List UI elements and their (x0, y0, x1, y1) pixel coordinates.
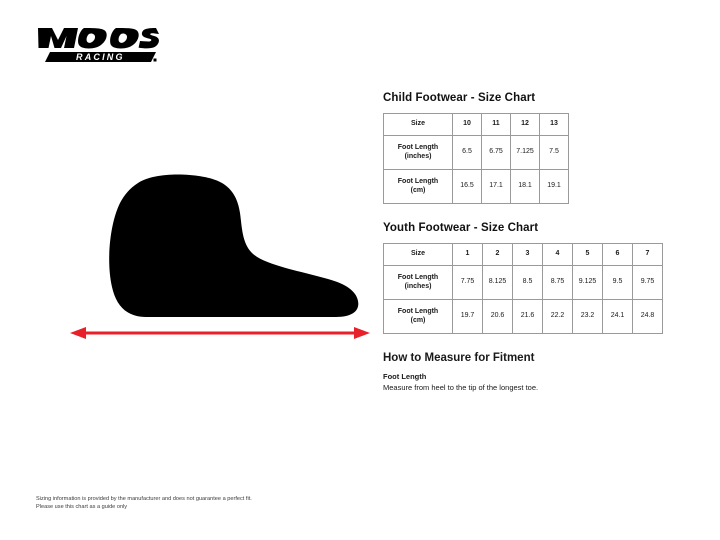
cell-value: 13 (540, 114, 569, 136)
cell-value: 8.75 (543, 266, 573, 300)
cell-value: 17.1 (482, 170, 511, 204)
cell-value: 10 (453, 114, 482, 136)
row-label (384, 300, 453, 334)
how-to-measure-section (383, 352, 683, 392)
youth-size-table (383, 243, 663, 334)
row-label (384, 170, 453, 204)
row-label-line2: (inches) (404, 282, 432, 290)
howto-text: Measure from heel to the tip of the longest toe. (383, 383, 539, 392)
cell-value: 16.5 (453, 170, 482, 204)
cell-value: 3 (513, 244, 543, 266)
foot-illustration (60, 165, 380, 365)
cell-value: 7.125 (511, 136, 540, 170)
cell-value: 8.125 (483, 266, 513, 300)
cell-value: 5 (573, 244, 603, 266)
disclaimer-line-1: Sizing information is provided by the manufacturer and does not guarantee a perfect fit. (36, 495, 252, 502)
row-label-line2: (cm) (410, 186, 426, 194)
cell-value: 11 (482, 114, 511, 136)
svg-text:RACING: RACING (76, 52, 125, 62)
cell-value: 9.125 (573, 266, 603, 300)
cell-value: 12 (511, 114, 540, 136)
cell-value: 7.5 (540, 136, 569, 170)
cell-value: 6.75 (482, 136, 511, 170)
charts-column (383, 92, 683, 410)
cell-value: 6.5 (453, 136, 482, 170)
row-label: Size (384, 114, 453, 136)
cell-value: 24.8 (633, 300, 663, 334)
cell-value: 19.7 (453, 300, 483, 334)
disclaimer-line-2: Please use this chart as a guide only (36, 504, 128, 511)
cell-value: 8.5 (513, 266, 543, 300)
disclaimer-footer (36, 495, 252, 512)
cell-value: 19.1 (540, 170, 569, 204)
howto-subtitle: Foot Length (383, 372, 427, 381)
child-footwear-section (383, 92, 683, 204)
cell-value: 22.2 (543, 300, 573, 334)
child-size-table (383, 113, 569, 204)
cell-value: 2 (483, 244, 513, 266)
table-row (384, 266, 663, 300)
row-label: Size (384, 244, 453, 266)
row-label-line1: Foot Length (397, 307, 439, 315)
table-row (384, 136, 569, 170)
cell-value: 1 (453, 244, 483, 266)
foot-shape (109, 175, 358, 318)
row-label (384, 266, 453, 300)
cell-value: 4 (543, 244, 573, 266)
cell-value: 9.75 (633, 266, 663, 300)
row-label-line2: (cm) (410, 316, 426, 324)
cell-value: 9.5 (603, 266, 633, 300)
foot-length-arrow (70, 327, 370, 339)
howto-title: How to Measure for Fitment (383, 352, 535, 364)
cell-value: 21.6 (513, 300, 543, 334)
row-label-line1: Foot Length (397, 273, 439, 281)
cell-value: 24.1 (603, 300, 633, 334)
cell-value: 7 (633, 244, 663, 266)
row-label-line1: Foot Length (397, 177, 439, 185)
table-row (384, 114, 569, 136)
table-row (384, 300, 663, 334)
youth-section-title: Youth Footwear - Size Chart (383, 222, 539, 234)
cell-value: 20.6 (483, 300, 513, 334)
table-row (384, 244, 663, 266)
row-label-line1: Foot Length (397, 143, 439, 151)
child-section-title: Child Footwear - Size Chart (383, 92, 536, 104)
moose-racing-logo (30, 26, 160, 66)
row-label-line2: (inches) (404, 152, 432, 160)
cell-value: 7.75 (453, 266, 483, 300)
table-row (384, 170, 569, 204)
cell-value: 6 (603, 244, 633, 266)
cell-value: 18.1 (511, 170, 540, 204)
cell-value: 23.2 (573, 300, 603, 334)
youth-footwear-section (383, 222, 683, 334)
row-label (384, 136, 453, 170)
